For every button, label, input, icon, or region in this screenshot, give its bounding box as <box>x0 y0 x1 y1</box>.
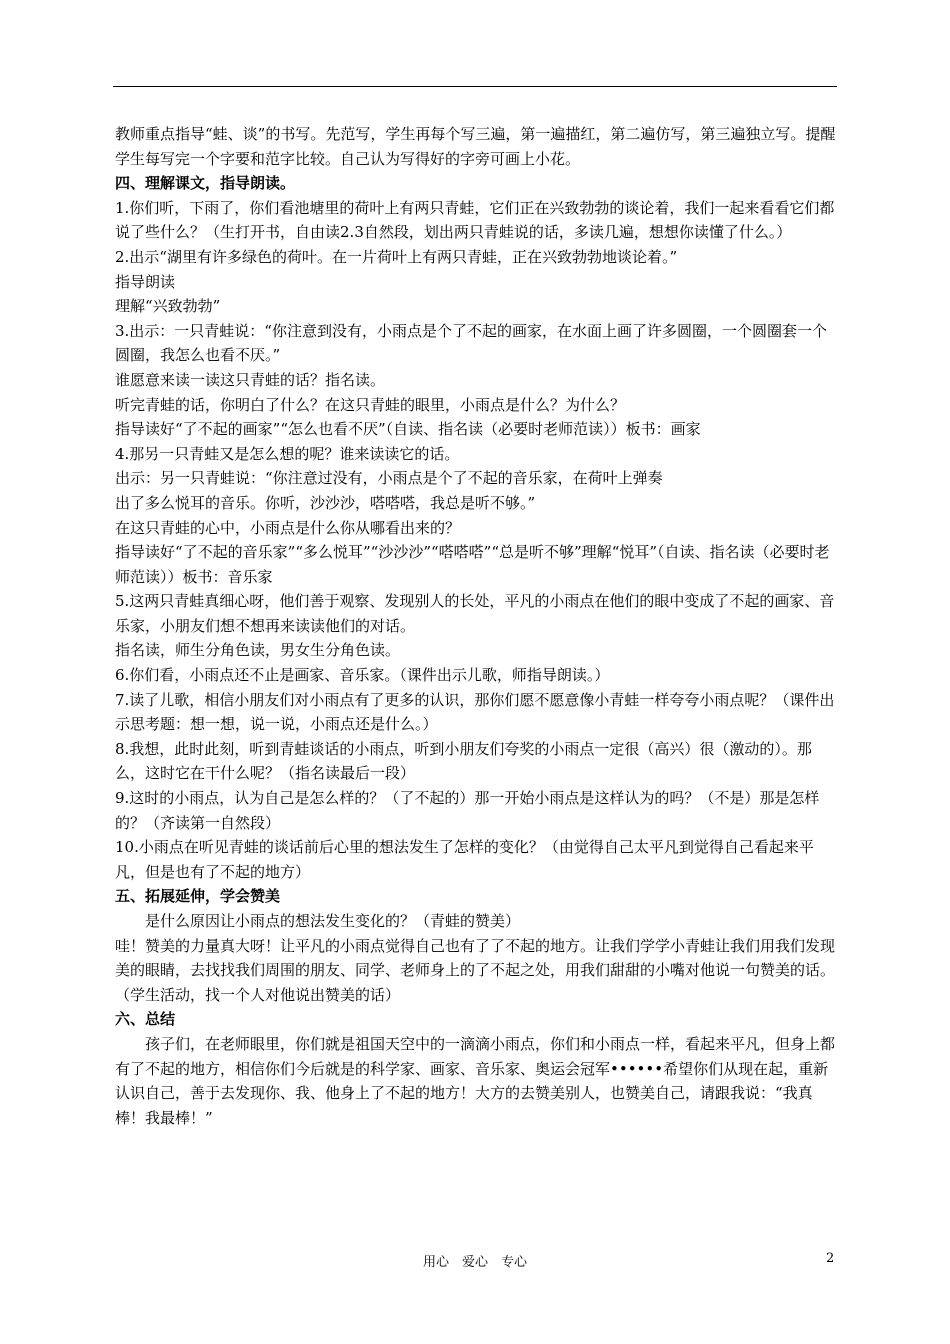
document-body <box>115 122 839 1130</box>
paragraph: 7.读了儿歌，相信小朋友们对小雨点有了更多的认识，那你们愿不愿意像小青蛙一样夸夸小雨点呢？（课件出示思考题：想一想，说一说，小雨点还是什么。） <box>115 690 835 734</box>
header-rule <box>113 86 837 87</box>
section-heading: 五、拓展延伸，学会赞美 <box>115 887 281 906</box>
paragraph: 4.那另一只青蛙又是怎么想的呢？谁来读读它的话。 <box>115 444 460 463</box>
paragraph: 2.出示“湖里有许多绿色的荷叶。在一片荷叶上有两只青蛙，正在兴致勃勃地谈论着。” <box>115 247 678 266</box>
paragraph: 9.这时的小雨点，认为自己是怎么样的？（了不起的）那一开始小雨点是这样认为的吗？（不是）那是怎样的？（齐读第一自然段） <box>115 789 820 832</box>
paragraph: 5.这两只青蛙真细心呀，他们善于观察、发现别人的长处，平凡的小雨点在他们的眼中变成了不起的画家、音乐家，小朋友们想不想再来读读他们的对话。 <box>115 592 835 635</box>
paragraph: 指名读，师生分角色读，男女生分角色读。 <box>115 641 401 660</box>
paragraph: 3.出示：一只青蛙说：“你注意到没有，小雨点是个了不起的画家，在水面上画了许多圆圈，一个圆圈套一个圆圈，我怎么也看不厌。” <box>115 321 827 365</box>
paragraph: 孩子们，在老师眼里，你们就是祖国天空中的一滴滴小雨点，你们和小雨点一样，看起来平凡，但身上都有了不起的地方，相信你们今后就是的科学家、画家、音乐家、奥运会冠军••••••希望你们从现在起，重新认识自己，善于去发现你、我、他身上了不起的地方！大方的去赞美别人，也赞美自己，请跟我说：“我真棒！我最棒！” <box>115 1034 836 1127</box>
footer-motto: 用心 爱心 专心 <box>422 1255 527 1270</box>
paragraph: 6.你们看，小雨点还不止是画家、音乐家。（课件出示儿歌，师指导朗读。） <box>115 666 610 685</box>
paragraph: 指导读好“了不起的画家”“怎么也看不厌”（自读、指名读（必要时老师范读））板书：画家 <box>115 420 701 439</box>
page-number: 2 <box>826 1251 835 1266</box>
paragraph: 指导朗读 <box>115 272 176 291</box>
paragraph: 是什么原因让小雨点的想法发生变化的？（青蛙的赞美） <box>145 912 521 930</box>
paragraph: 在这只青蛙的心中，小雨点是什么你从哪看出来的？ <box>115 518 461 537</box>
paragraph: 8.我想，此时此刻，听到青蛙谈话的小雨点，听到小朋友们夸奖的小雨点一定很（高兴）很（激动的）。那么，这时它在干什么呢？（指名读最后一段） <box>115 739 812 783</box>
paragraph: 理解“兴致勃勃” <box>115 297 221 316</box>
paragraph: 教师重点指导“蛙、谈”的书写。先范写，学生再每个写三遍，第一遍描红，第二遍仿写，第三遍独立写。提醒学生每写完一个字要和范字比较。自己认为写得好的字旁可画上小花。 <box>115 125 836 168</box>
paragraph: 听完青蛙的话，你明白了什么？在这只青蛙的眼里，小雨点是什么？为什么？ <box>115 395 626 414</box>
section-heading: 六、总结 <box>115 1010 176 1029</box>
paragraph: 哇！赞美的力量真大呀！让平凡的小雨点觉得自己也有了了不起的地方。让我们学学小青蛙让我们用我们发现美的眼睛，去找找我们周围的朋友、同学、老师身上的了不起之处，用我们甜甜的小嘴对他说一句赞美的话。（学生活动，找一个人对他说出赞美的话） <box>115 936 836 1004</box>
section-heading: 四、理解课文，指导朗读。 <box>115 174 296 193</box>
paragraph: 出示：另一只青蛙说：“你注意过没有，小雨点是个了不起的音乐家，在荷叶上弹奏 <box>115 469 663 488</box>
paragraph: 10.小雨点在听见青蛙的谈话前后心里的想法发生了怎样的变化？（由觉得自己太平凡到觉得自己看起来平凡，但是也有了不起的地方） <box>115 838 814 881</box>
paragraph: 1.你们听，下雨了，你们看池塘里的荷叶上有两只青蛙，它们正在兴致勃勃的谈论着，我们一起来看看它们都说了些什么？（生打开书，自由读2.3自然段，划出两只青蛙说的话，多读几遍，想想你读懂了什么。） <box>115 198 835 242</box>
paragraph: 出了多么悦耳的音乐。你听，沙沙沙，嗒嗒嗒，我总是听不够。” <box>115 493 536 512</box>
paragraph: 谁愿意来读一读这只青蛙的话？指名读。 <box>115 370 386 389</box>
paragraph: 指导读好“了不起的音乐家”“多么悦耳”“沙沙沙”“嗒嗒嗒”“总是听不够”理解“悦耳”（自读、指名读（必要时老师范读））板书：音乐家 <box>115 543 830 586</box>
